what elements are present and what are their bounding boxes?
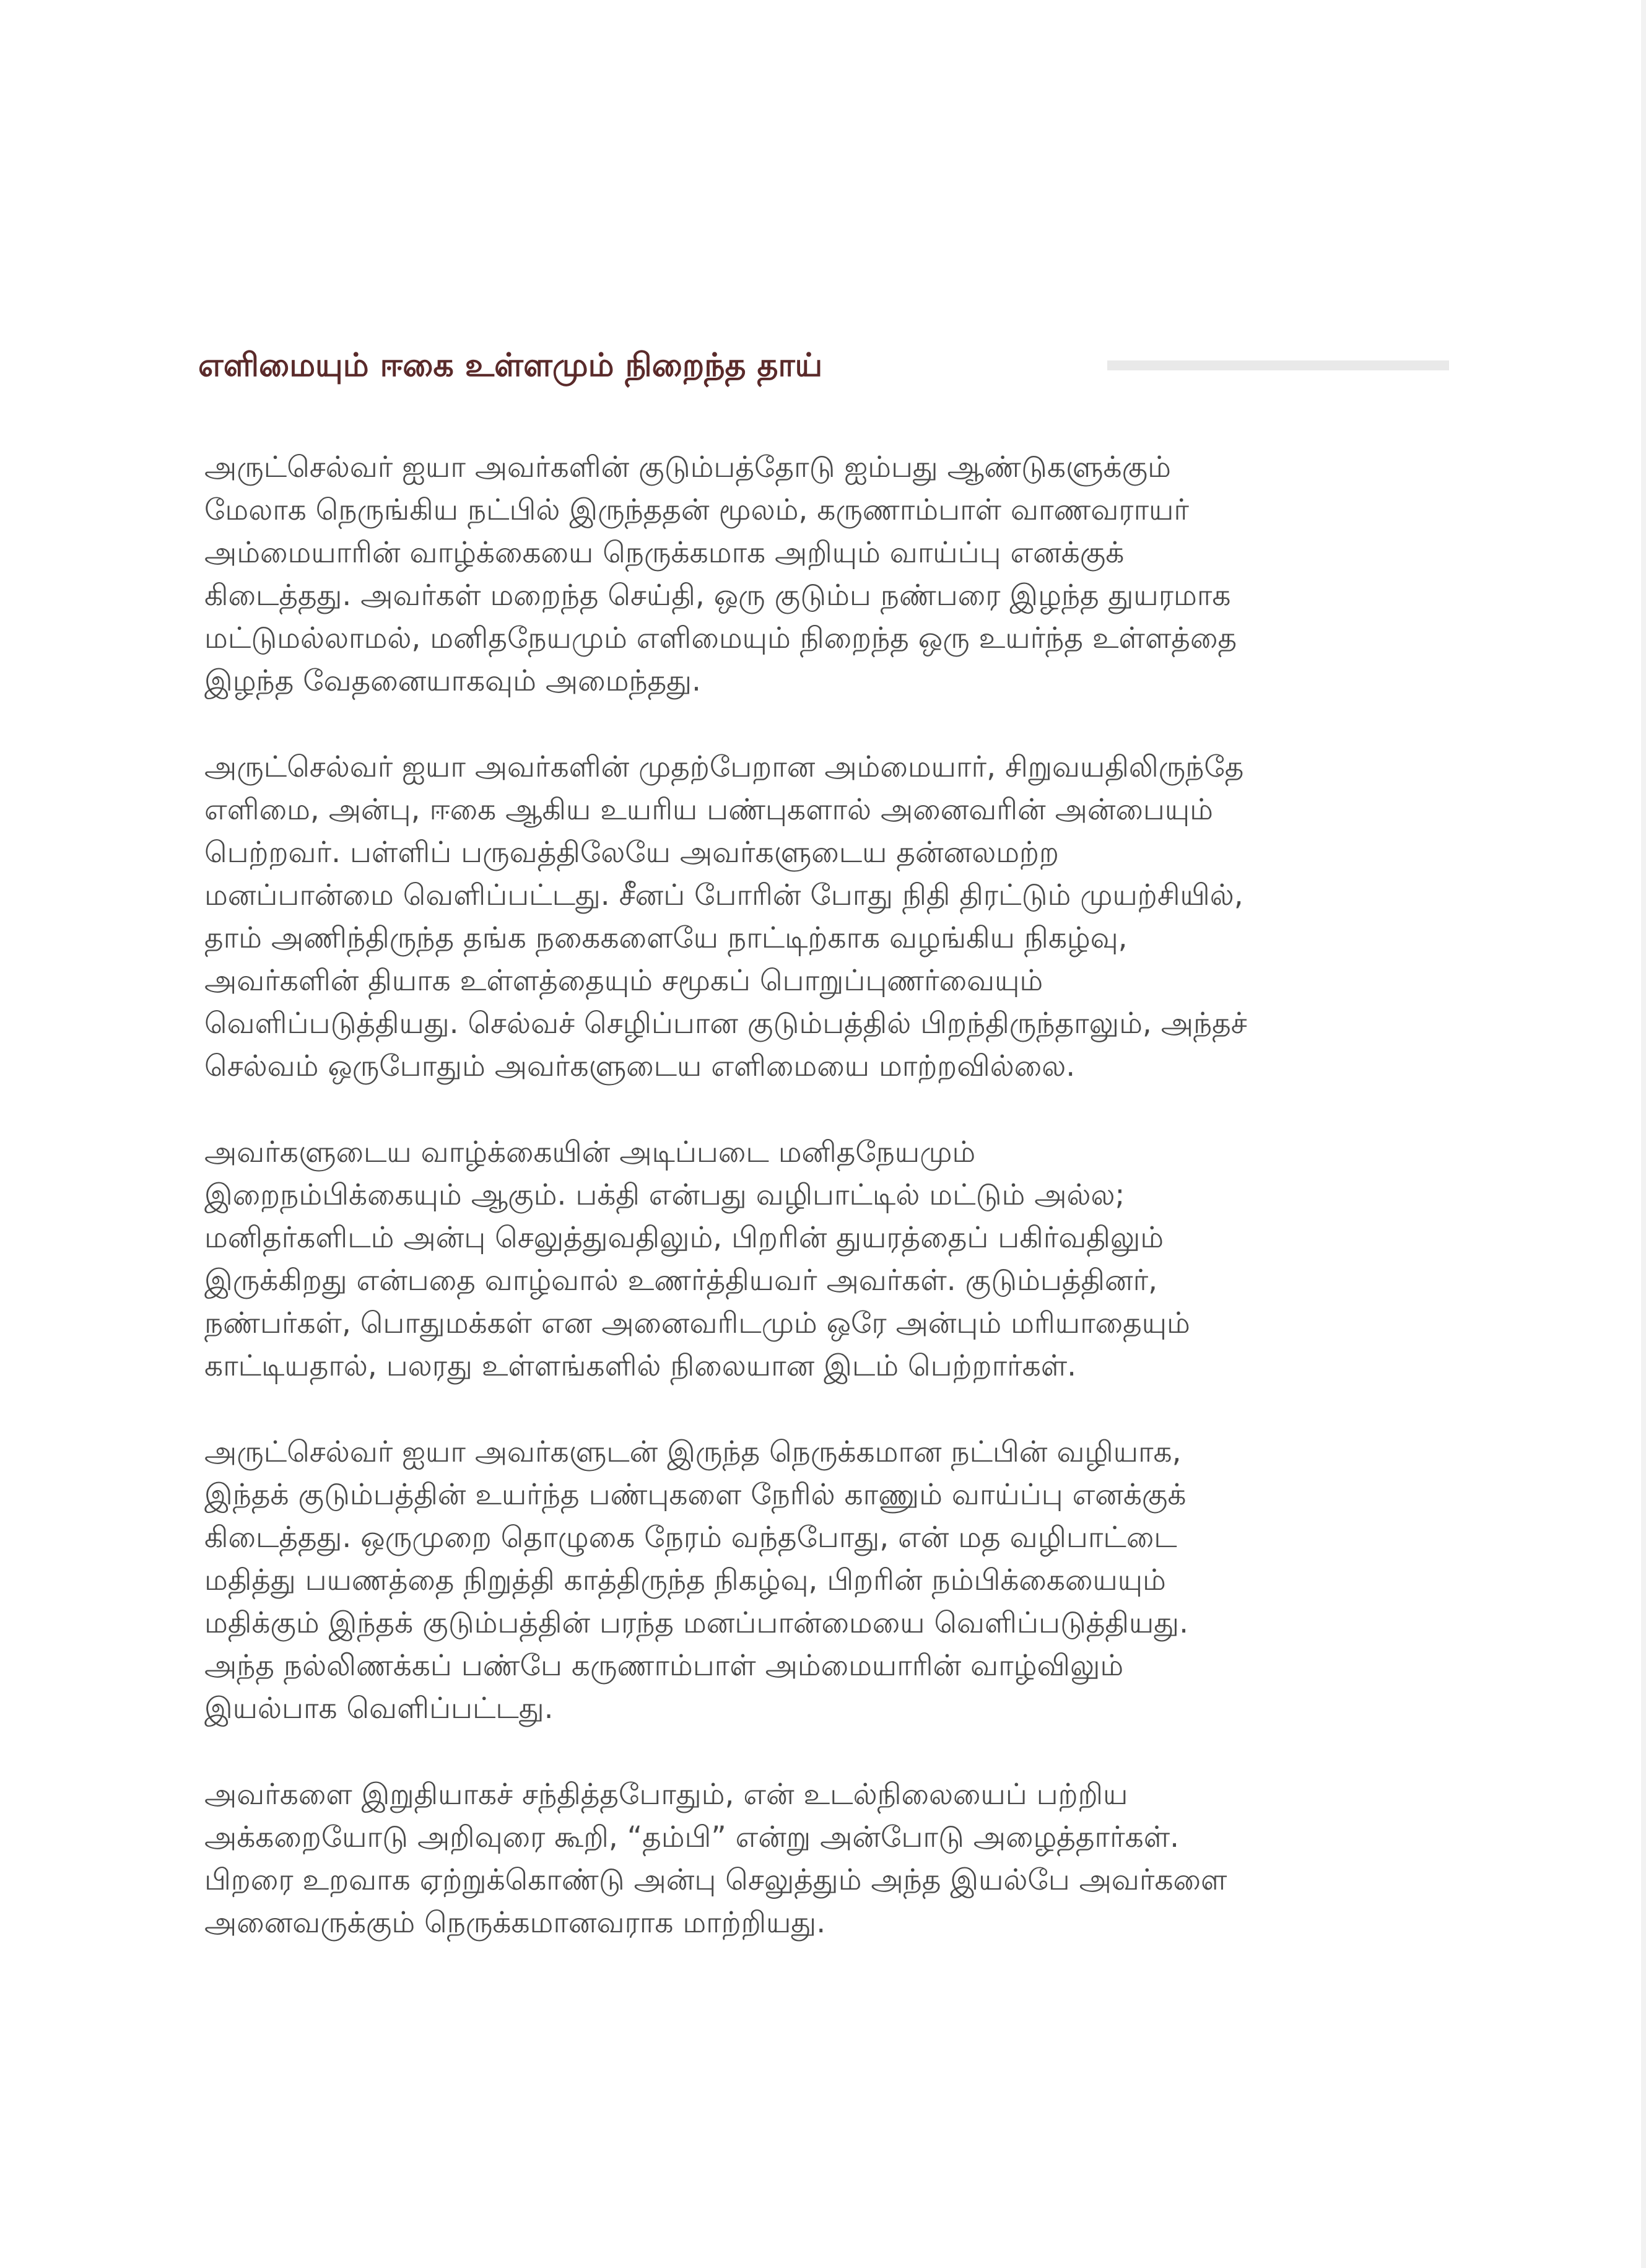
line: தாம் அணிந்திருந்த தங்க நகைகளையே நாட்டிற்காக வழங்கிய நிகழ்வு, <box>204 921 1128 955</box>
line: செல்வம் ஒருபோதும் அவர்களுடைய எளிமையை மாற்றவில்லை. <box>204 1049 1076 1083</box>
line: வெளிப்படுத்தியது. செல்வச் செழிப்பான குடும்பத்தில் பிறந்திருந்தாலும், அந்தச் <box>204 1006 1247 1040</box>
line: அவர்களின் தியாக உள்ளத்தையும் சமூகப் பொறுப்புணர்வையும் <box>204 964 1043 998</box>
line: இறைநம்பிக்கையும் ஆகும். பக்தி என்பது வழிபாட்டில் மட்டும் அல்ல; <box>204 1178 1125 1212</box>
title-rule <box>1107 360 1449 370</box>
line: மேலாக நெருங்கிய நட்பில் இருந்ததன் மூலம், கருணாம்பாள் வாணவராயர் <box>204 493 1189 527</box>
line: இயல்பாக வெளிப்பட்டது. <box>204 1691 554 1725</box>
line: மதிக்கும் இந்தக் குடும்பத்தின் பரந்த மனப்பான்மையை வெளிப்படுத்தியது. <box>204 1606 1189 1640</box>
line: அருட்செல்வர் ஐயா அவர்களின் முதற்பேறான அம்மையார், சிறுவயதிலிருந்தே <box>204 750 1244 784</box>
line: அனைவருக்கும் நெருக்கமானவராக மாற்றியது. <box>204 1906 826 1940</box>
line: அவர்களுடைய வாழ்க்கையின் அடிப்படை மனிதநேயமும் <box>204 1135 976 1169</box>
line: அருட்செல்வர் ஐயா அவர்களின் குடும்பத்தோடு ஐம்பது ஆண்டுகளுக்கும் <box>204 450 1171 484</box>
line: மதித்து பயணத்தை நிறுத்தி காத்திருந்த நிகழ்வு, பிறரின் நம்பிக்கையையும் <box>204 1563 1166 1597</box>
line: காட்டியதால், பலரது உள்ளங்களில் நிலையான இடம் பெற்றார்கள். <box>204 1349 1077 1383</box>
line: இந்தக் குடும்பத்தின் உயர்ந்த பண்புகளை நேரில் காணும் வாய்ப்பு எனக்குக் <box>204 1478 1187 1512</box>
line: இழந்த வேதனையாகவும் அமைந்தது. <box>204 664 701 698</box>
line: அவர்களை இறுதியாகச் சந்தித்தபோதும், என் உடல்நிலையைப் பற்றிய <box>204 1777 1128 1812</box>
line: எளிமை, அன்பு, ஈகை ஆகிய உயரிய பண்புகளால் அனைவரின் அன்பையும் <box>204 793 1214 827</box>
paragraph-5 <box>204 1773 1449 1944</box>
paragraph-1 <box>204 446 1449 702</box>
line: பிறரை உறவாக ஏற்றுக்கொண்டு அன்பு செலுத்தும் அந்த இயல்பே அவர்களை <box>204 1863 1227 1897</box>
line: மட்டுமல்லாமல், மனிதநேயமும் எளிமையும் நிறைந்த ஒரு உயர்ந்த உள்ளத்தை <box>204 621 1237 655</box>
line: கிடைத்தது. அவர்கள் மறைந்த செய்தி, ஒரு குடும்ப நண்பரை இழந்த துயரமாக <box>204 578 1231 613</box>
line: அக்கறையோடு அறிவுரை கூறி, “தம்பி” என்று அன்போடு அழைத்தார்கள். <box>204 1820 1180 1854</box>
line: கிடைத்தது. ஒருமுறை தொழுகை நேரம் வந்தபோது, என் மத வழிபாட்டை <box>204 1520 1177 1555</box>
section-heading-row <box>198 338 1449 393</box>
line: அருட்செல்வர் ஐயா அவர்களுடன் இருந்த நெருக்கமான நட்பின் வழியாக, <box>204 1435 1182 1469</box>
page-edge-shadow <box>1641 0 1646 2268</box>
line: அந்த நல்லிணக்கப் பண்பே கருணாம்பாள் அம்மையாரின் வாழ்விலும் <box>204 1649 1124 1683</box>
paragraph-4 <box>204 1431 1449 1730</box>
line: இருக்கிறது என்பதை வாழ்வால் உணர்த்தியவர் அவர்கள். குடும்பத்தினர், <box>204 1263 1158 1298</box>
line: அம்மையாரின் வாழ்க்கையை நெருக்கமாக அறியும் வாய்ப்பு எனக்குக் <box>204 536 1125 570</box>
line: மனிதர்களிடம் அன்பு செலுத்துவதிலும், பிறரின் துயரத்தைப் பகிர்வதிலும் <box>204 1221 1164 1255</box>
paragraph-2 <box>204 746 1449 1088</box>
line: மனப்பான்மை வெளிப்பட்டது. சீனப் போரின் போது நிதி திரட்டும் முயற்சியில், <box>204 878 1243 912</box>
article-body <box>204 446 1449 1987</box>
line: பெற்றவர். பள்ளிப் பருவத்திலேயே அவர்களுடைய தன்னலமற்ற <box>204 835 1060 870</box>
line: நண்பர்கள், பொதுமக்கள் என அனைவரிடமும் ஒரே அன்பும் மரியாதையும் <box>204 1306 1190 1340</box>
paragraph-3 <box>204 1131 1449 1387</box>
article-title: எளிமையும் ஈகை உள்ளமும் நிறைந்த தாய் <box>198 346 823 384</box>
